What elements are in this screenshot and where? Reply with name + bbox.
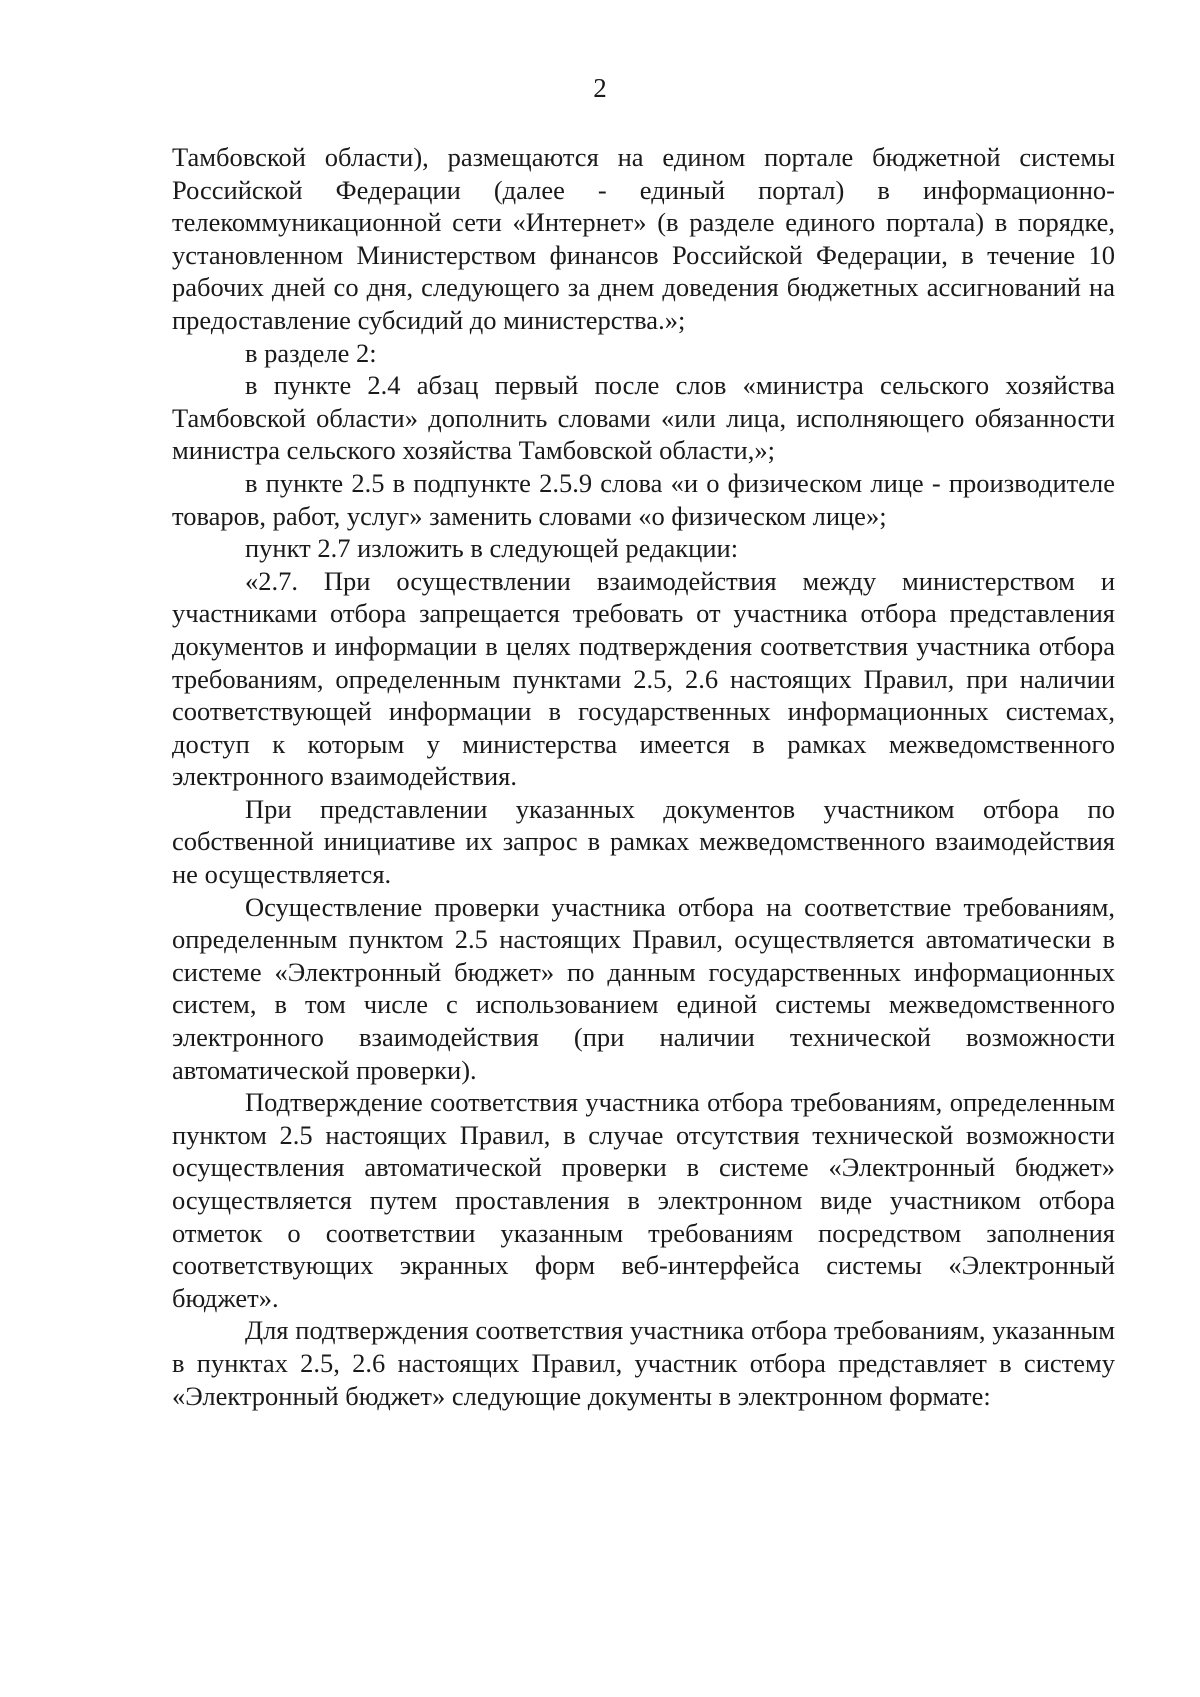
paragraph-item-2-7-intro: пункт 2.7 изложить в следующей редакции: xyxy=(245,533,739,564)
paragraph-confirmation: Подтверждение соответствия участника отбора требованиям, определенным пунктом 2.5 настоящих Правил, в случае отсутствия технической возможности осуществления автоматической проверки в системе «Электронный бюджет» осуществляется путем проставления в электронном виде участником отбора отметок о соответствии указанным требованиям посредством заполнения соответствующих экранных форм веб-интерфейса системы «Электронный бюджет». xyxy=(172,1087,1115,1313)
paragraph-item-2-7: «2.7. При осуществлении взаимодействия между министерством и участниками отбора запрещается требовать от участника отбора представления документов и информации в целях подтверждения соответствия участника отбора требованиям, определенным пунктами 2.5, 2.6 настоящих Правил, при наличии соответствующей информации в государственных информационных системах, доступ к которым у министерства имеется в рамках межведомственного электронного взаимодействия. xyxy=(172,565,1115,792)
paragraph-item-2-5: в пункте 2.5 в подпункте 2.5.9 слова «и о физическом лице - производителе товаров, работ, услуг» заменить словами «о физическом лице»; xyxy=(172,467,1115,531)
paragraph-continuation: Тамбовской области), размещаются на едином портале бюджетной системы Российской Федерации (далее - единый портал) в информационно-телекоммуникационной сети «Интернет» (в разделе единого портала) в порядке, установленном Министерством финансов Российской Федерации, в течение 10 рабочих дней со дня, следующего за днем доведения бюджетных ассигнований на предоставление субсидий до министерства.»; xyxy=(172,142,1115,335)
document-body xyxy=(172,141,1115,1412)
paragraph-documents-list-intro: Для подтверждения соответствия участника отбора требованиям, указанным в пунктах 2.5, 2.6 настоящих Правил, участник отбора представляет в систему «Электронный бюджет» следующие документы в электронном формате: xyxy=(172,1315,1115,1411)
paragraph-automatic-check: Осуществление проверки участника отбора на соответствие требованиям, определенным пунктом 2.5 настоящих Правил, осуществляется автоматически в системе «Электронный бюджет» по данным государственных информационных систем, в том числе с использованием единой системы межведомственного электронного взаимодействия (при наличии технической возможности автоматической проверки). xyxy=(172,891,1115,1085)
page-number: 2 xyxy=(593,73,607,103)
paragraph-documents-initiative: При представлении указанных документов участником отбора по собственной инициативе их запрос в рамках межведомственного взаимодействия не осуществляется. xyxy=(172,793,1115,890)
paragraph-item-2-4: в пункте 2.4 абзац первый после слов «министра сельского хозяйства Тамбовской области» дополнить словами «или лица, исполняющего обязанности министра сельского хозяйства Тамбовской области,»; xyxy=(172,370,1115,466)
paragraph-section-2: в разделе 2: xyxy=(245,337,377,368)
